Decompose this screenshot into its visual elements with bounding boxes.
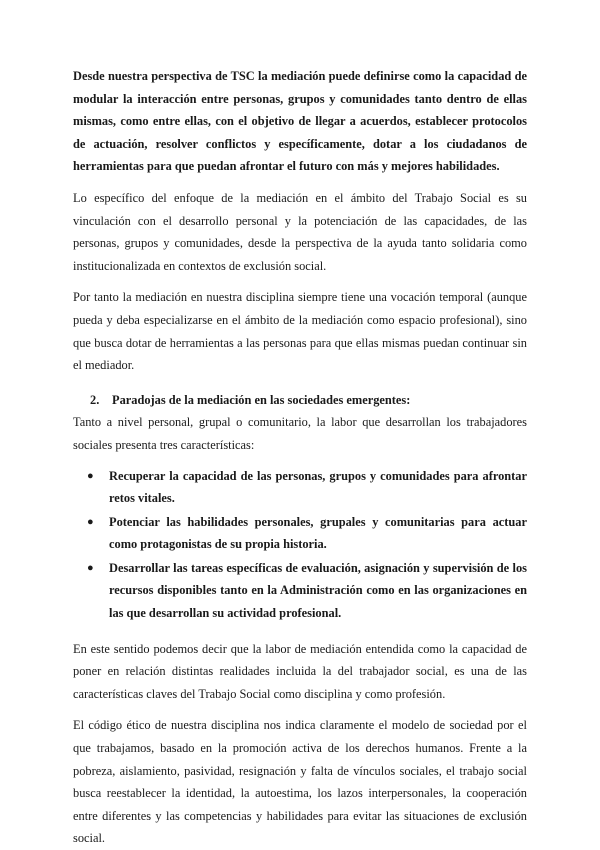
list-item-text: Recuperar la capacidad de las personas, grupos y comunidades para afrontar retos vitales.	[109, 468, 527, 506]
list-item	[73, 465, 527, 510]
section-number: 2.	[90, 392, 100, 407]
bullet-icon: ●	[87, 469, 94, 482]
paragraph-1: Lo específico del enfoque de la mediación en el ámbito del Trabajo Social es su vinculación con el desarrollo personal y la potenciación de las capacidades, de las personas, grupos y comunidades, desde la perspectiva de la ayuda tanto solidaria como institucionalizada en contextos de exclusión social.	[73, 190, 527, 273]
section-title: Paradojas de la mediación en las sociedades emergentes:	[112, 392, 411, 407]
list-item-text: Potenciar las habilidades personales, grupales y comunitarias para actuar como protagonistas de su propia historia.	[109, 514, 527, 552]
section-heading	[73, 389, 527, 412]
paragraph-4: En este sentido podemos decir que la labor de mediación entendida como la capacidad de poner en relación distintas realidades incluida la del trabajador social, es una de las características claves del Trabajo Social como disciplina y como profesión.	[73, 641, 527, 701]
list-item	[73, 557, 527, 625]
bullet-icon: ●	[87, 515, 94, 528]
list-item-text: Desarrollar las tareas específicas de evaluación, asignación y supervisión de los recursos disponibles tanto en la Administración como en las organizaciones en las que desarrollan su actividad profesional.	[109, 560, 527, 621]
paragraph-3: Tanto a nivel personal, grupal o comunitario, la labor que desarrollan los trabajadores sociales presenta tres características:	[73, 415, 527, 452]
bullet-icon: ●	[87, 561, 94, 574]
intro-paragraph: Desde nuestra perspectiva de TSC la mediación puede definirse como la capacidad de modular la interacción entre personas, grupos y comunidades tanto dentro de ellas mismas, como entre ellas, con el objetivo de llegar a acuerdos, establecer protocolos de actuación, resolver conflictos y específicamente, dotar a los ciudadanos de herramientas para que puedan afrontar el futuro con más y mejores habilidades.	[73, 69, 527, 174]
characteristics-list	[73, 465, 527, 625]
paragraph-2: Por tanto la mediación en nuestra disciplina siempre tiene una vocación temporal (aunque pueda y deba especializarse en el ámbito de la mediación como espacio profesional), sino que busca dotar de herramientas a las personas para que ellas mismas puedan continuar sin el mediador.	[73, 290, 527, 373]
document-body	[73, 65, 527, 850]
list-item	[73, 511, 527, 556]
paragraph-5: El código ético de nuestra disciplina nos indica claramente el modelo de sociedad por el que trabajamos, basado en la promoción activa de los derechos humanos. Frente a la pobreza, aislamiento, pasividad, resignación y falta de vínculos sociales, el trabajo social busca reestablecer la identidad, la autoestima, los lazos interpersonales, la cooperación entre diferentes y las competencias y habilidades para evitar las situaciones de exclusión social.	[73, 718, 527, 846]
